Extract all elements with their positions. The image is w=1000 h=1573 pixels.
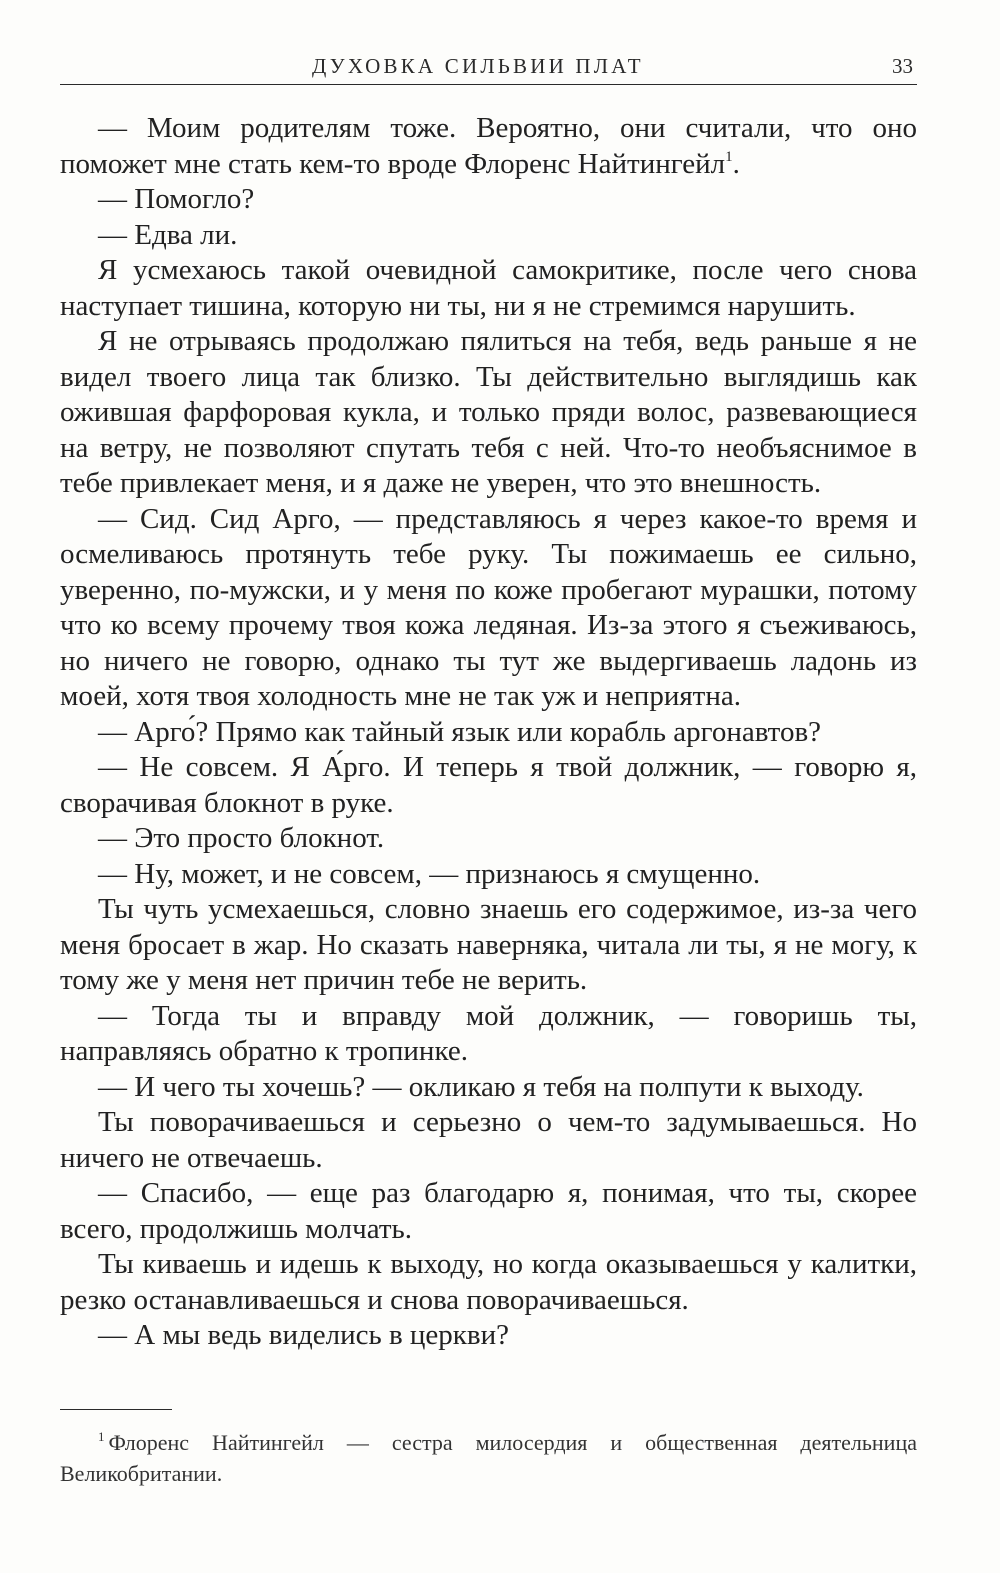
paragraph: — Сид. Сид Арго, — представляюсь я через какое-то время и осмеливаюсь протянуть тебе руку. Ты пожимаешь ее сильно, уверенно, по-мужски, и у меня по коже пробегают мурашки, потому что ко всему прочему твоя кожа ледяная. Из-за этого я съеживаюсь, но ничего не говорю, однако ты тут же выдергиваешь ладонь из моей, хотя твоя холодность мне не так уж и неприятна. [60, 502, 917, 712]
paragraph: — Помогло? [98, 183, 255, 215]
paragraph: — А мы ведь виделись в церкви? [98, 1319, 509, 1351]
paragraph: — И чего ты хочешь? — окликаю я тебя на полпути к выходу. [98, 1070, 864, 1103]
paragraph: Ты поворачиваешься и серьезно о чем-то задумываешься. Но ничего не отвечаешь. [60, 1106, 917, 1174]
paragraph: — Не совсем. Я А́рго. И теперь я твой должник, — говорю я, сворачивая блокнот в руке. [60, 751, 917, 819]
paragraph: — Тогда ты и вправду мой должник, — говоришь ты, направляясь обратно к тропинке. [60, 999, 917, 1067]
running-title: ДУХОВКА СИЛЬВИИ ПЛАТ [312, 54, 644, 78]
paragraph: — Едва ли. [98, 218, 238, 251]
paragraph: — Спасибо, — еще раз благодарю я, понимая, что ты, скорее всего, продолжишь молчать. [60, 1177, 917, 1245]
paragraph: Я усмехаюсь такой очевидной самокритике, после чего снова наступает тишина, которую ни ты, ни я не стремимся нарушить. [60, 254, 917, 322]
paragraph: Ты чуть усмехаешься, словно знаешь его содержимое, из-за чего меня бросает в жар. Но сказать наверняка, читала ли ты, я не могу, к тому же у меня нет причин тебе не верить. [60, 893, 917, 996]
paragraph: Ты киваешь и идешь к выходу, но когда оказываешься у калитки, резко останавливаешься и снова поворачиваешься. [60, 1248, 917, 1316]
footnote-reference: 1 [725, 148, 733, 165]
paragraph: — Моим родителям тоже. Вероятно, они считали, что оно поможет мне стать кем-то вроде Флоренс Найтингейл$^1$. [60, 112, 917, 180]
paragraph: — Ну, может, и не совсем, — признаюсь я смущенно. [98, 857, 761, 890]
page-header [60, 50, 917, 85]
footnote-divider [60, 1409, 172, 1410]
footnote [60, 1427, 917, 1489]
paragraph: — Арго́? Прямо как тайный язык или корабль аргонавтов? [98, 715, 822, 748]
footnote-text: Флоренс Найтингейл — сестра милосердия и общественная деятельница Великобритании. [60, 1430, 917, 1486]
footnote-mark: 1 [98, 1429, 105, 1444]
paragraph: Я не отрываясь продолжаю пялиться на тебя, ведь раньше я не видел твоего лица так близко. Ты действительно выглядишь как ожившая фарфоровая кукла, и только пряди волос, развевающиеся на ветру, не позволяют спутать тебя с ней. Что-то необъяснимое в тебе привлекает меня, и я даже не уверен, что это внешность. [60, 325, 917, 499]
paragraph: — Это просто блокнот. [98, 822, 385, 854]
page-number: 33 [892, 54, 913, 78]
body-text [60, 111, 917, 1354]
